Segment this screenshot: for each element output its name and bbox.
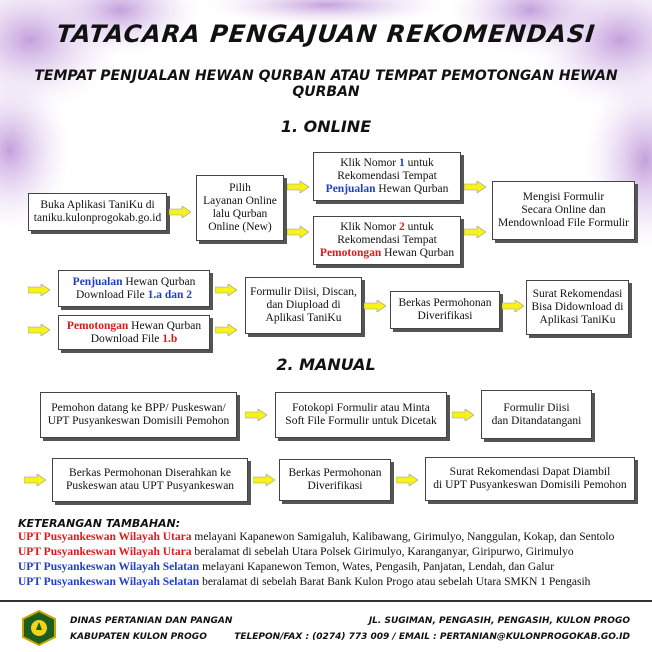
online-download-penjualan: [58, 270, 210, 307]
line: Surat Rekomendasi Dapat Diambil: [449, 466, 611, 478]
arrow-right-icon: [253, 474, 275, 486]
arrow-right-icon: [287, 181, 309, 193]
page-title: TATACARA PENGAJUAN REKOMENDASI: [55, 20, 597, 48]
line: Mendownload File Formulir: [498, 217, 629, 229]
page-subtitle: TEMPAT PENJUALAN HEWAN QURBAN ATAU TEMPAT PEMOTONGAN HEWAN QURBAN: [34, 68, 618, 100]
arrow-right-icon: [215, 324, 237, 336]
line: di UPT Pusyankeswan Domisili Pemohon: [433, 479, 627, 491]
section-online-heading: 1. ONLINE: [280, 117, 372, 136]
line: Pemohon datang ke BPP/ Puskeswan/: [51, 402, 226, 414]
online-step-open-app: [28, 193, 167, 231]
manual-step-collect-letter: [425, 457, 635, 501]
online-step-download-letter: [526, 280, 629, 335]
arrow-right-icon: [452, 409, 474, 421]
footer-org-line1: DINAS PERTANIAN DAN PANGAN: [70, 616, 233, 626]
arrow-right-icon: [364, 300, 386, 312]
arrow-right-icon: [502, 300, 524, 312]
line: Online (New): [208, 221, 272, 233]
arrow-right-icon: [215, 284, 237, 296]
line: Soft File Formulir untuk Dicetak: [285, 415, 437, 427]
line: Diverifikasi: [417, 310, 473, 322]
arrow-right-icon: [464, 226, 486, 238]
line: Secara Online dan: [521, 204, 606, 216]
line: Surat Rekomendasi: [532, 288, 623, 300]
online-step-upload-form: [245, 277, 362, 334]
line: Fotokopi Formulir atau Minta: [292, 402, 430, 414]
line: Pemotongan Hewan Qurban: [319, 247, 455, 259]
line: Berkas Permohonan: [398, 297, 492, 309]
line: UPT Pusyankeswan Domisili Pemohon: [47, 415, 230, 427]
arrow-right-icon: [169, 206, 191, 218]
line: Klik Nomor 1 untuk: [340, 157, 434, 169]
line: Pilih: [229, 182, 251, 194]
manual-step-verification: [279, 459, 391, 501]
line: Download File 1.b: [90, 332, 178, 345]
line: dan Diupload di: [266, 299, 341, 311]
arrow-right-icon: [24, 474, 46, 486]
line: Aplikasi TaniKu: [539, 314, 616, 326]
line: Formulir Diisi: [503, 401, 570, 414]
line: Berkas Permohonan: [288, 467, 382, 479]
footer: [0, 600, 652, 652]
online-step-choose-service: [196, 175, 284, 241]
footer-address: JL. SUGIMAN, PENGASIH, PENGASIH, KULON PROGO: [368, 616, 630, 626]
online-download-pemotongan: [58, 315, 210, 350]
notes-title: KETERANGAN TAMBAHAN:: [18, 517, 181, 530]
note-item: UPT Pusyankeswan Wilayah Utara melayani Kapanewon Samigaluh, Kalibawang, Girimulyo, Nanggulan, Kokap, dan Sentolo: [18, 531, 615, 543]
line: Rekomendasi Tempat: [337, 170, 437, 182]
arrow-right-icon: [245, 409, 267, 421]
line: Rekomendasi Tempat: [337, 234, 437, 246]
kulon-progo-emblem-icon: [22, 610, 56, 646]
line: Penjualan Hewan Qurban: [72, 275, 196, 288]
online-step-fill-form: [492, 181, 635, 240]
line: Puskeswan atau UPT Pusyankeswan: [65, 480, 235, 492]
line: Download File 1.a dan 2: [76, 288, 192, 301]
footer-contact: TELEPON/FAX : (0274) 773 009 / EMAIL : PERTANIAN@KULONPROGOKAB.GO.ID: [234, 632, 630, 642]
line: Bisa Didownload di: [531, 301, 624, 313]
arrow-right-icon: [287, 226, 309, 238]
manual-step-fill-sign: [481, 390, 592, 439]
line: Formulir Diisi, Discan,: [250, 286, 357, 298]
arrow-right-icon: [28, 324, 50, 336]
line: Klik Nomor 2 untuk: [340, 221, 434, 233]
footer-org-line2: KABUPATEN KULON PROGO: [70, 632, 207, 642]
line: lalu Qurban: [212, 208, 268, 220]
line: Penjualan Hewan Qurban: [325, 183, 449, 195]
arrow-right-icon: [464, 181, 486, 193]
note-item: UPT Pusyankeswan Wilayah Utara beralamat di sebelah Utara Polsek Girimulyo, Karanganyar, Giripurwo, Girimulyo: [18, 546, 574, 558]
online-option-pemotongan: [313, 216, 461, 265]
line: Buka Aplikasi TaniKu di: [40, 199, 155, 211]
manual-step-copy-form: [275, 392, 447, 438]
line: Layanan Online: [203, 195, 277, 207]
manual-step-visit-office: [40, 392, 237, 438]
arrow-right-icon: [28, 284, 50, 296]
online-option-penjualan: [313, 152, 461, 201]
note-item: UPT Pusyankeswan Wilayah Selatan melayani Kapanewon Temon, Wates, Pengasih, Panjatan, Lendah, dan Galur: [18, 561, 555, 573]
section-manual-heading: 2. MANUAL: [276, 355, 376, 374]
online-step-verification: [390, 291, 500, 329]
manual-step-submit: [52, 458, 248, 502]
arrow-right-icon: [396, 474, 418, 486]
line: Mengisi Formulir: [522, 191, 605, 203]
line: Aplikasi TaniKu: [265, 312, 342, 324]
line: Berkas Permohonan Diserahkan ke: [69, 467, 231, 479]
note-item: UPT Pusyankeswan Wilayah Selatan beralamat di sebelah Barat Bank Kulon Progo atau sebelah Utara SMKN 1 Pengasih: [18, 576, 591, 588]
line: Diverifikasi: [307, 480, 363, 492]
line: dan Ditandatangani: [491, 414, 582, 427]
line: taniku.kulonprogokab.go.id: [33, 212, 162, 224]
line: Pemotongan Hewan Qurban: [66, 319, 202, 332]
